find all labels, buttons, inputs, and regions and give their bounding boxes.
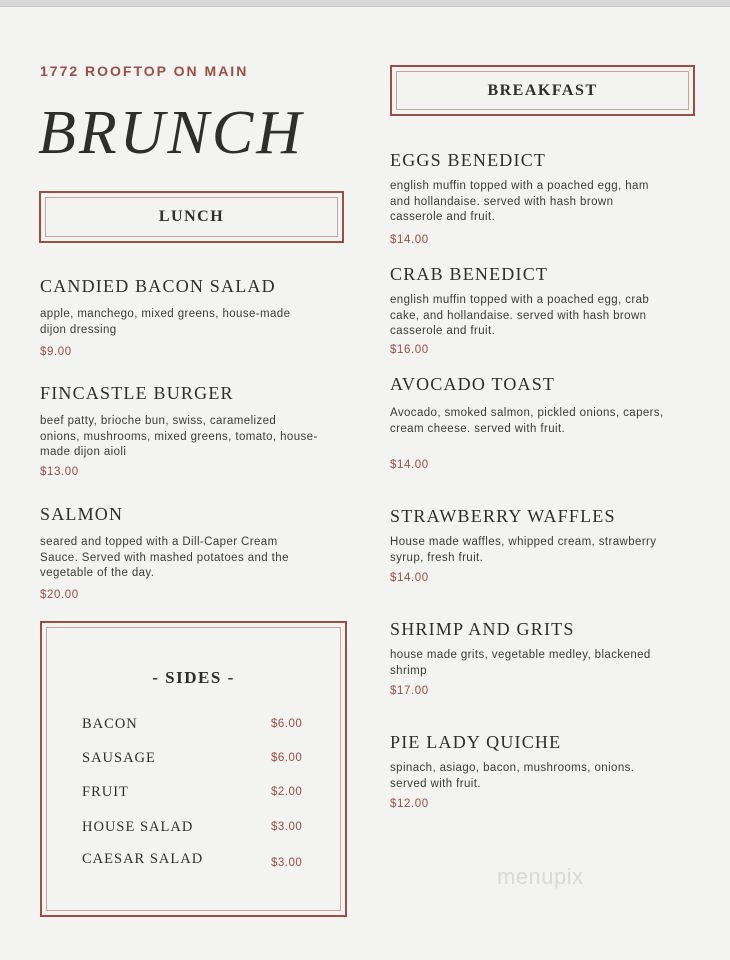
item-price: $13.00 [40,465,79,478]
top-edge-bar [0,0,730,7]
sides-title: - SIDES - [152,668,235,687]
item-price: $9.00 [40,346,72,358]
breakfast-item [390,264,710,356]
item-name: CANDIED BACON SALAD [40,276,276,296]
side-item-name: SAUSAGE [82,750,156,766]
lunch-item [40,504,350,601]
item-price: $14.00 [390,459,429,471]
side-item-name: FRUIT [82,784,129,800]
item-name: PIE LADY QUICHE [390,732,562,752]
side-item-name: CAESAR SALAD [82,851,204,867]
item-description: beef patty, brioche bun, swiss, caramelized onions, mushrooms, mixed greens, tomato, house- made dijon aioli [40,415,318,458]
item-price: $17.00 [390,685,429,697]
side-item-price: $3.00 [271,857,303,869]
side-item-price: $6.00 [271,718,303,730]
lunch-label: LUNCH [158,208,225,225]
item-price: $14.00 [390,233,429,246]
side-item-name: HOUSE SALAD [82,819,194,835]
item-name: SHRIMP AND GRITS [390,619,575,639]
watermark-logo: menupix [497,864,584,889]
side-item-price: $6.00 [271,752,303,764]
side-item-price: $2.00 [271,786,303,798]
side-item-price: $3.00 [271,821,303,833]
item-price: $14.00 [390,572,429,584]
item-price: $12.00 [390,798,429,810]
breakfast-section-header [390,65,695,116]
breakfast-item [390,619,710,697]
lunch-item [40,276,350,358]
item-description: english muffin topped with a poached egg, crab cake, and hollandaise. served with hash brown casserole and fruit. [390,294,650,337]
item-name: CRAB BENEDICT [390,264,549,284]
item-name: AVOCADO TOAST [390,374,556,394]
item-description: house made grits, vegetable medley, blackened shrimp [390,649,651,677]
breakfast-item [390,150,710,246]
breakfast-label: BREAKFAST [487,82,598,99]
item-description: english muffin topped with a poached egg, ham and hollandaise. served with hash brown casserole and fruit. [390,180,649,223]
item-description: House made waffles, whipped cream, strawberry syrup, fresh fruit. [390,536,657,564]
item-price: $20.00 [40,588,79,601]
item-price: $16.00 [390,343,429,356]
breakfast-item [390,506,710,584]
item-name: FINCASTLE BURGER [40,383,234,403]
lunch-item [40,383,350,478]
menu-title: BRUNCH [38,99,304,167]
item-description: seared and topped with a Dill-Caper Cream Sauce. Served with mashed potatoes and the vegetable of the day. [40,536,289,579]
breakfast-item [390,732,710,810]
item-description: Avocado, smoked salmon, pickled onions, capers, cream cheese. served with fruit. [390,407,664,435]
sides-section [40,621,347,917]
item-name: STRAWBERRY WAFFLES [390,506,616,526]
item-description: spinach, asiago, bacon, mushrooms, onions. served with fruit. [390,762,635,790]
item-name: SALMON [40,504,124,524]
item-description: apple, manchego, mixed greens, house-made dijon dressing [40,308,291,336]
breakfast-item [390,374,710,471]
item-name: EGGS BENEDICT [390,150,547,170]
restaurant-name: 1772 ROOFTOP ON MAIN [40,63,249,79]
side-item-name: BACON [82,716,138,732]
lunch-section-header [39,191,344,243]
